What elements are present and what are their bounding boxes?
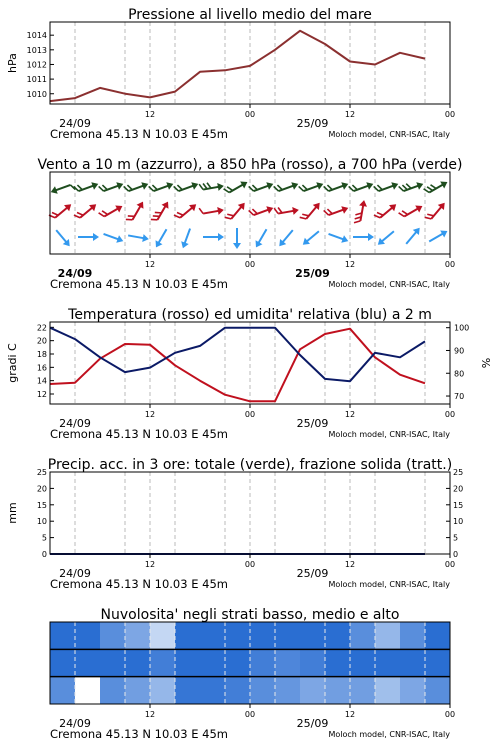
wind-arrow: [253, 227, 270, 249]
date-label: 24/09: [59, 117, 91, 130]
date-label: 25/09: [296, 417, 329, 430]
wind-arrow: [300, 199, 323, 224]
wind-head: [162, 200, 172, 209]
date-label: 25/09: [295, 267, 330, 280]
x-tick-label: 00: [444, 260, 456, 269]
y2-tick-label: 25: [453, 468, 464, 477]
cloud-cell: [250, 677, 276, 704]
location-label: Cremona 45.13 N 10.03 E 45m: [50, 427, 228, 441]
wind-arrow: [53, 228, 73, 249]
wind-head: [266, 204, 274, 214]
cloud-cell: [325, 649, 351, 676]
y2-tick-label: 0: [453, 550, 459, 559]
wind-head: [292, 206, 299, 215]
temperature-line: [50, 329, 425, 402]
wind-arrow: [74, 178, 100, 196]
wind-head: [218, 233, 224, 241]
cloud-cell: [375, 649, 401, 676]
cloud-cell: [250, 649, 276, 676]
cloud-cell: [75, 677, 101, 704]
y-tick-label: 10: [36, 517, 47, 527]
wind-arrow: [349, 178, 375, 196]
wind-arrow: [425, 199, 448, 224]
y-tick-label: 5: [41, 533, 47, 543]
cloud-cell: [300, 622, 326, 649]
cloud-cell: [400, 649, 426, 676]
cloud-cell: [125, 677, 151, 704]
y-tick-label: 14: [36, 376, 47, 386]
chart-title: Pressione al livello medio del mare: [128, 7, 372, 23]
pressure-line: [50, 31, 425, 101]
date-label: 24/09: [57, 267, 93, 280]
x-tick-label: 12: [344, 560, 356, 569]
wind-arrow: [99, 201, 125, 222]
y-tick-label: 16: [36, 363, 47, 373]
wind-arrow: [179, 227, 194, 249]
credit-label: Moloch model, CNR-ISAC, Italy: [328, 730, 450, 739]
y2-tick-label: 100: [454, 323, 470, 333]
credit-label: Moloch model, CNR-ISAC, Italy: [328, 130, 450, 139]
cloud-cell: [250, 622, 276, 649]
x-tick-label: 00: [444, 410, 456, 419]
wind-head: [341, 204, 349, 214]
wind-arrow: [399, 178, 425, 196]
y-tick-label: 1013: [26, 45, 47, 55]
cloud-cell: [200, 649, 226, 676]
panel-frame-0: [50, 22, 450, 104]
x-tick-label: 00: [244, 710, 256, 719]
wind-head: [191, 180, 199, 190]
cloud-cell: [275, 677, 301, 704]
wind-barb: [151, 217, 158, 223]
wind-arrow: [233, 228, 241, 249]
cloud-cell: [350, 622, 376, 649]
cloud-cell: [100, 677, 126, 704]
wind-barb: [199, 184, 203, 190]
x-tick-label: 12: [144, 560, 156, 569]
wind-head: [93, 233, 99, 241]
wind-head: [359, 199, 368, 206]
y-tick-label: 18: [36, 350, 47, 359]
wind-arrow: [174, 178, 200, 196]
wind-arrow: [274, 178, 300, 196]
y-tick-label: 1014: [26, 31, 47, 41]
wind-arrow: [49, 180, 75, 198]
wind-head: [142, 234, 149, 243]
credit-label: Moloch model, CNR-ISAC, Italy: [328, 280, 450, 289]
wind-head: [115, 203, 124, 213]
wind-arrow: [324, 202, 350, 220]
wind-arrow: [99, 178, 125, 196]
cloud-cell: [275, 622, 301, 649]
cloud-cell: [300, 677, 326, 704]
wind-barb: [425, 215, 432, 221]
cloud-cell: [325, 677, 351, 704]
location-label: Cremona 45.13 N 10.03 E 45m: [50, 277, 228, 291]
wind-arrow: [224, 177, 250, 198]
location-label: Cremona 45.13 N 10.03 E 45m: [50, 577, 228, 591]
x-tick-label: 00: [444, 560, 456, 569]
cloud-cell: [225, 649, 251, 676]
wind-arrow: [424, 177, 450, 198]
cloud-cell: [225, 677, 251, 704]
x-tick-label: 12: [344, 410, 356, 419]
cloud-cell: [375, 622, 401, 649]
x-tick-label: 12: [144, 410, 156, 419]
wind-head: [179, 241, 189, 249]
wind-head: [341, 180, 349, 190]
date-label: 25/09: [296, 117, 329, 130]
y2-tick-label: 15: [453, 500, 464, 510]
chart-title: Nuvolosita' negli strati basso, medio e alto: [100, 607, 400, 623]
wind-head: [341, 235, 349, 245]
x-tick-label: 00: [444, 110, 456, 119]
x-tick-label: 00: [244, 410, 256, 419]
x-tick-label: 00: [244, 560, 256, 569]
wind-head: [416, 180, 424, 190]
y2-tick-label: 90: [454, 346, 465, 356]
x-tick-label: 00: [244, 110, 256, 119]
wind-arrow: [124, 178, 150, 196]
wind-head: [240, 179, 249, 189]
wind-head: [391, 180, 399, 190]
cloud-cell: [150, 649, 176, 676]
y-tick-label: 20: [36, 336, 47, 346]
date-label: 24/09: [59, 717, 91, 730]
credit-label: Moloch model, CNR-ISAC, Italy: [328, 580, 450, 589]
credit-label: Moloch model, CNR-ISAC, Italy: [328, 430, 450, 439]
y-axis-label: mm: [6, 502, 19, 524]
cloud-cell: [400, 677, 426, 704]
y-tick-label: 25: [36, 468, 47, 477]
x-tick-label: 00: [244, 260, 256, 269]
y2-tick-label: 80: [454, 369, 465, 379]
wind-barb: [354, 220, 360, 224]
y-tick-label: 1011: [26, 75, 47, 85]
x-tick-label: 12: [144, 110, 156, 119]
wind-arrow: [249, 178, 275, 196]
wind-arrow: [427, 228, 449, 245]
wind-arrow: [276, 228, 296, 249]
cloud-cell: [200, 622, 226, 649]
wind-arrow: [127, 231, 149, 243]
cloud-cell: [200, 677, 226, 704]
cloud-cell: [350, 677, 376, 704]
wind-arrow: [374, 178, 400, 196]
wind-head: [440, 179, 449, 189]
location-label: Cremona 45.13 N 10.03 E 45m: [50, 727, 228, 741]
cloud-cell: [425, 649, 451, 676]
wind-arrow: [174, 200, 199, 223]
wind-head: [116, 235, 124, 245]
wind-arrow: [49, 200, 74, 223]
x-tick-label: 00: [444, 710, 456, 719]
chart-title: Vento a 10 m (azzurro), a 850 hPa (rosso), a 700 hPa (verde): [37, 157, 463, 173]
chart-title: Precip. acc. in 3 ore: totale (verde), frazione solida (tratt.): [47, 457, 453, 473]
wind-arrow: [353, 233, 374, 241]
wind-head: [291, 180, 299, 190]
wind-arrow: [375, 228, 396, 248]
wind-barb: [225, 215, 232, 221]
wind-head: [49, 186, 57, 196]
wind-head: [366, 180, 374, 190]
wind-head: [141, 180, 149, 190]
wind-head: [440, 228, 449, 238]
cloud-cell: [225, 622, 251, 649]
wind-head: [233, 243, 241, 249]
wind-arrow: [199, 180, 224, 194]
wind-arrow: [149, 178, 175, 196]
wind-arrow: [300, 228, 321, 248]
wind-arrow: [354, 199, 368, 224]
wind-arrow: [274, 204, 299, 218]
y-tick-label: 20: [36, 484, 47, 494]
date-label: 24/09: [59, 417, 91, 430]
x-tick-label: 12: [344, 110, 356, 119]
cloud-cell: [400, 622, 426, 649]
wind-barb: [300, 215, 307, 221]
cloud-cell: [125, 649, 151, 676]
wind-barb: [199, 208, 203, 214]
wind-arrow: [374, 200, 399, 223]
wind-head: [266, 180, 274, 190]
wind-barb: [126, 217, 133, 223]
x-tick-label: 12: [344, 260, 356, 269]
y2-tick-label: 5: [453, 533, 459, 543]
cloud-cell: [150, 622, 176, 649]
y-tick-label: 15: [36, 500, 47, 510]
cloud-cell: [425, 677, 451, 704]
wind-head: [137, 200, 147, 209]
wind-arrow: [74, 200, 99, 223]
wind-arrow: [299, 178, 325, 196]
wind-arrow: [327, 230, 349, 245]
wind-arrow: [199, 204, 224, 218]
cloud-cell: [425, 622, 451, 649]
wind-head: [368, 233, 374, 241]
wind-arrow: [324, 178, 350, 196]
x-tick-label: 12: [144, 260, 156, 269]
cloud-cell: [100, 622, 126, 649]
wind-head: [153, 240, 163, 249]
cloud-cell: [50, 622, 76, 649]
wind-arrow: [78, 233, 99, 241]
y2-tick-label: 10: [453, 517, 464, 527]
cloud-cell: [50, 677, 76, 704]
y-tick-label: 22: [36, 323, 47, 333]
cloud-cell: [375, 677, 401, 704]
cloud-cell: [325, 622, 351, 649]
cloud-cell: [75, 622, 101, 649]
y-tick-label: 1012: [26, 60, 47, 70]
wind-arrow: [249, 202, 275, 220]
y-axis-label: hPa: [6, 53, 19, 73]
cloud-cell: [150, 677, 176, 704]
panel-frame-3: [50, 472, 450, 554]
wind-head: [253, 240, 263, 249]
date-label: 25/09: [296, 567, 329, 580]
wind-head: [217, 206, 224, 215]
wind-arrow: [151, 199, 172, 225]
cloud-cell: [50, 649, 76, 676]
cloud-cell: [175, 622, 201, 649]
wind-arrow: [153, 227, 170, 249]
chart-title: Temperatura (rosso) ed umidita' relativa (blu) a 2 m: [68, 307, 432, 323]
wind-head: [91, 180, 99, 190]
date-label: 24/09: [59, 567, 91, 580]
y2-axis-label: %: [480, 357, 493, 369]
cloud-cell: [175, 677, 201, 704]
y-tick-label: 12: [36, 390, 47, 399]
y-axis-label: gradi C: [6, 343, 19, 383]
location-label: Cremona 45.13 N 10.03 E 45m: [50, 127, 228, 141]
wind-head: [116, 180, 124, 190]
y-tick-label: 1010: [26, 89, 47, 99]
x-tick-label: 12: [144, 710, 156, 719]
cloud-cell: [275, 649, 301, 676]
wind-head: [166, 180, 174, 190]
cloud-cell: [175, 649, 201, 676]
wind-arrow: [403, 225, 423, 246]
wind-head: [316, 180, 324, 190]
wind-arrow: [126, 199, 147, 225]
cloud-cell: [100, 649, 126, 676]
cloud-cell: [75, 649, 101, 676]
y-tick-label: 0: [41, 550, 47, 559]
y2-tick-label: 70: [454, 392, 465, 402]
y2-tick-label: 20: [453, 484, 464, 494]
cloud-cell: [300, 649, 326, 676]
wind-arrow: [102, 230, 124, 245]
wind-arrow: [225, 199, 248, 224]
wind-arrow: [203, 233, 224, 241]
cloud-cell: [350, 649, 376, 676]
wind-head: [415, 203, 424, 213]
wind-arrow: [399, 201, 425, 222]
cloud-cell: [125, 622, 151, 649]
x-tick-label: 12: [344, 710, 356, 719]
date-label: 25/09: [296, 717, 329, 730]
